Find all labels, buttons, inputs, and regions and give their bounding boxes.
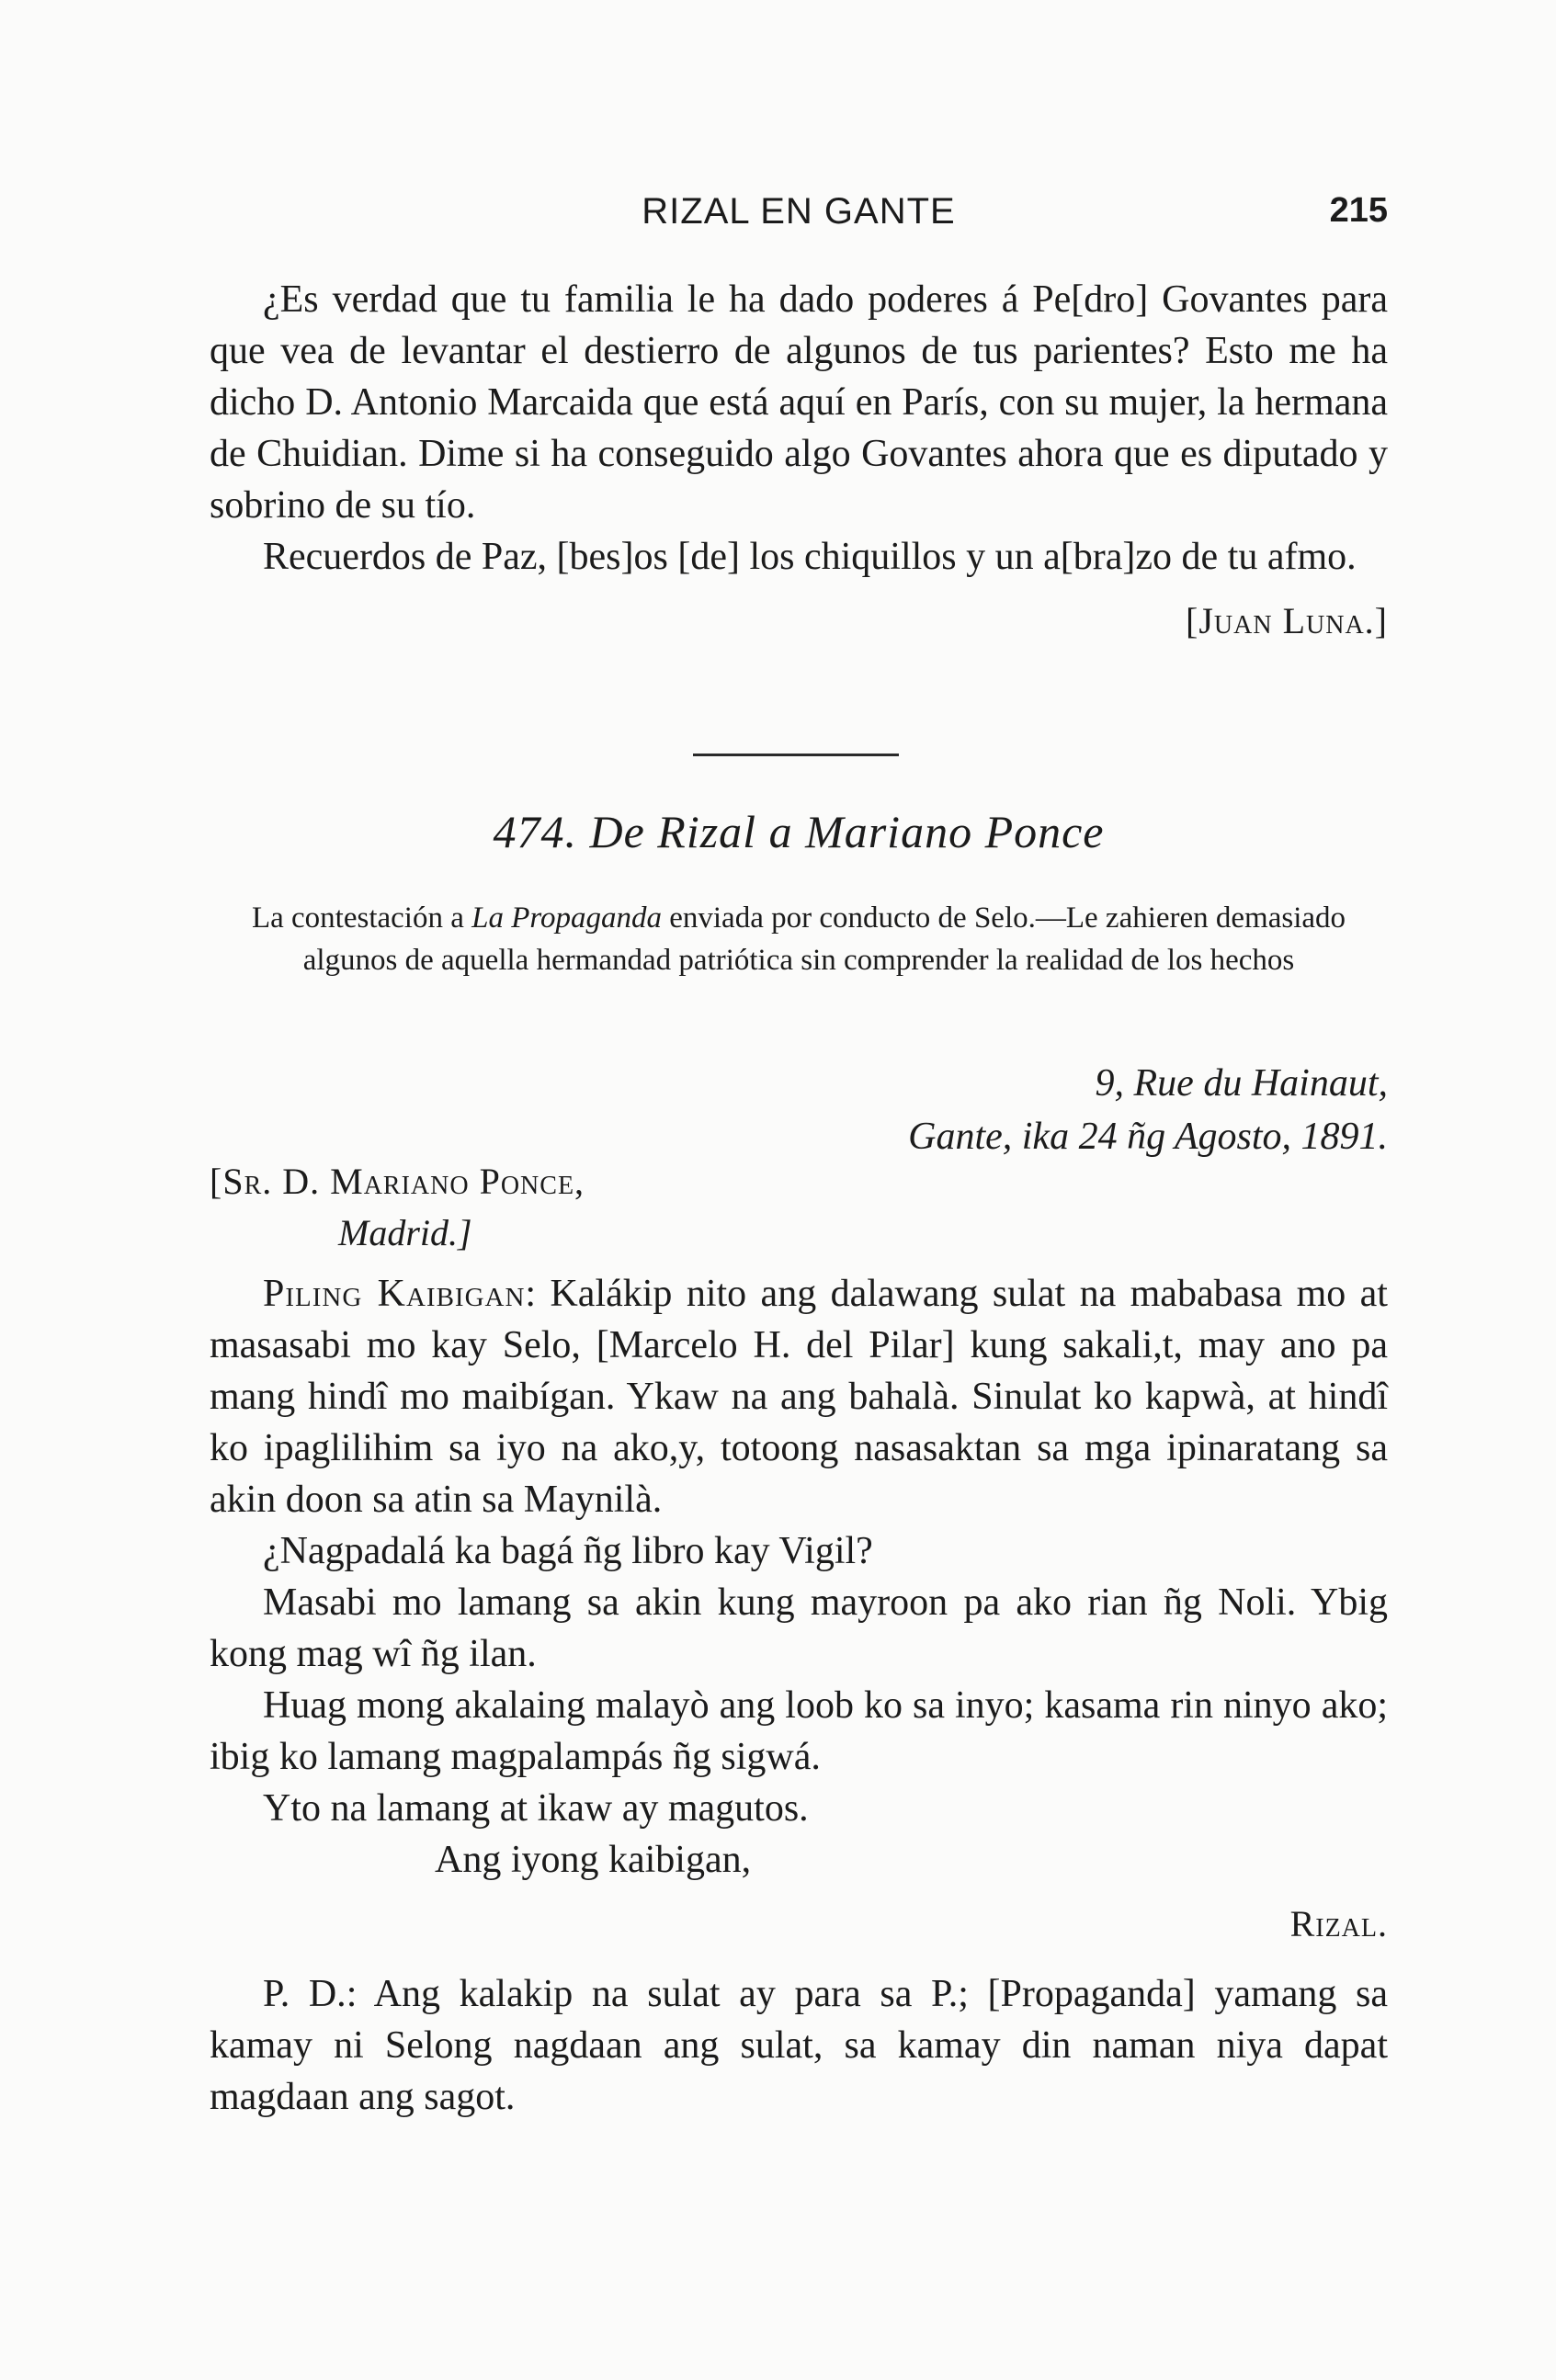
addressee-city: Madrid.] xyxy=(338,1212,472,1253)
previous-letter-signature: [Juan Luna.] xyxy=(1186,600,1388,641)
page-number: 215 xyxy=(1329,191,1388,230)
salutation: Piling Kaibigan xyxy=(263,1273,526,1315)
postscript xyxy=(210,1968,1388,2123)
letter-paragraph: Masabi mo lamang sa akin kung mayroon pa ako rian ñg Noli. Ybig kong mag wî ñg ilan. xyxy=(210,1581,1388,1675)
running-head xyxy=(210,191,1388,246)
letter-signature: Rizal. xyxy=(1289,1903,1388,1944)
section-divider xyxy=(693,754,899,756)
letter-paragraph: ¿Nagpadalá ka bagá ñg libro kay Vigil? xyxy=(263,1530,873,1572)
letter-summary xyxy=(210,897,1388,981)
addressee xyxy=(210,1156,853,1259)
postscript-text: : Ang kalakip na sulat ay para sa P.; [Propaganda] yamang sa kamay ni Selong nagdaan ang sulat, sa kamay din naman niya dapat magdaan ang sagot. xyxy=(210,1973,1388,2118)
summary-text-start: La contestación a xyxy=(251,901,472,935)
previous-letter-paragraph: Recuerdos de Paz, [bes]os [de] los chiquillos y un a[bra]zo de tu afmo. xyxy=(263,536,1357,578)
previous-letter-paragraph: ¿Es verdad que tu familia le ha dado poderes á Pe[dro] Govantes para que vea de levantar el destierro de algunos de tus parientes? Esto me ha dicho D. Antonio Marcaida que está aquí en París, con su mujer, la hermana de Chuidian. Dime si ha conseguido algo Govantes ahora que es diputado y sobrino de su tío. xyxy=(210,278,1388,527)
letter-paragraph: Yto na lamang at ikaw ay magutos. xyxy=(263,1787,809,1830)
letter-paragraph: Huag mong akalaing malayò ang loob ko sa inyo; kasama rin ninyo ako; ibig ko lamang magpalampás ñg sigwá. xyxy=(210,1684,1388,1778)
postscript-label: P. D. xyxy=(263,1973,346,2015)
first-paragraph-text: : Kalákip nito ang dalawang sulat na mababasa mo at masasabi mo kay Selo, [Marcelo H. del Pilar] kung sakali,t, may ano pa mang hindî mo maibígan. Ykaw na ang bahalà. Sinulat ko kapwà, at hindî ko ipaglilihim sa iyo na ako,y, totoong nasasaktan sa mga ipinaratang sa akin doon sa atin sa Maynilà. xyxy=(210,1273,1388,1521)
running-title: RIZAL EN GANTE xyxy=(642,191,956,232)
dateline xyxy=(210,1057,1388,1163)
letter-body xyxy=(210,1268,1388,2123)
summary-publication-title: La Propaganda xyxy=(471,901,662,935)
summary-text-end: enviada por conducto de Selo.—Le zahieren demasiado algunos de aquella hermandad patriótica sin comprender la realidad de los hechos xyxy=(302,901,1346,977)
letter-heading: 474. De Rizal a Mariano Ponce xyxy=(493,806,1105,857)
addressee-name: [Sr. D. Mariano Ponce, xyxy=(210,1161,585,1202)
dateline-address: 9, Rue du Hainaut, xyxy=(1095,1062,1388,1105)
dateline-date: Gante, ika 24 ñg Agosto, 1891. xyxy=(908,1116,1388,1158)
letter-closing: Ang iyong kaibigan, xyxy=(435,1839,752,1881)
previous-letter xyxy=(210,274,1388,647)
letter-paragraph xyxy=(210,1268,1388,1525)
